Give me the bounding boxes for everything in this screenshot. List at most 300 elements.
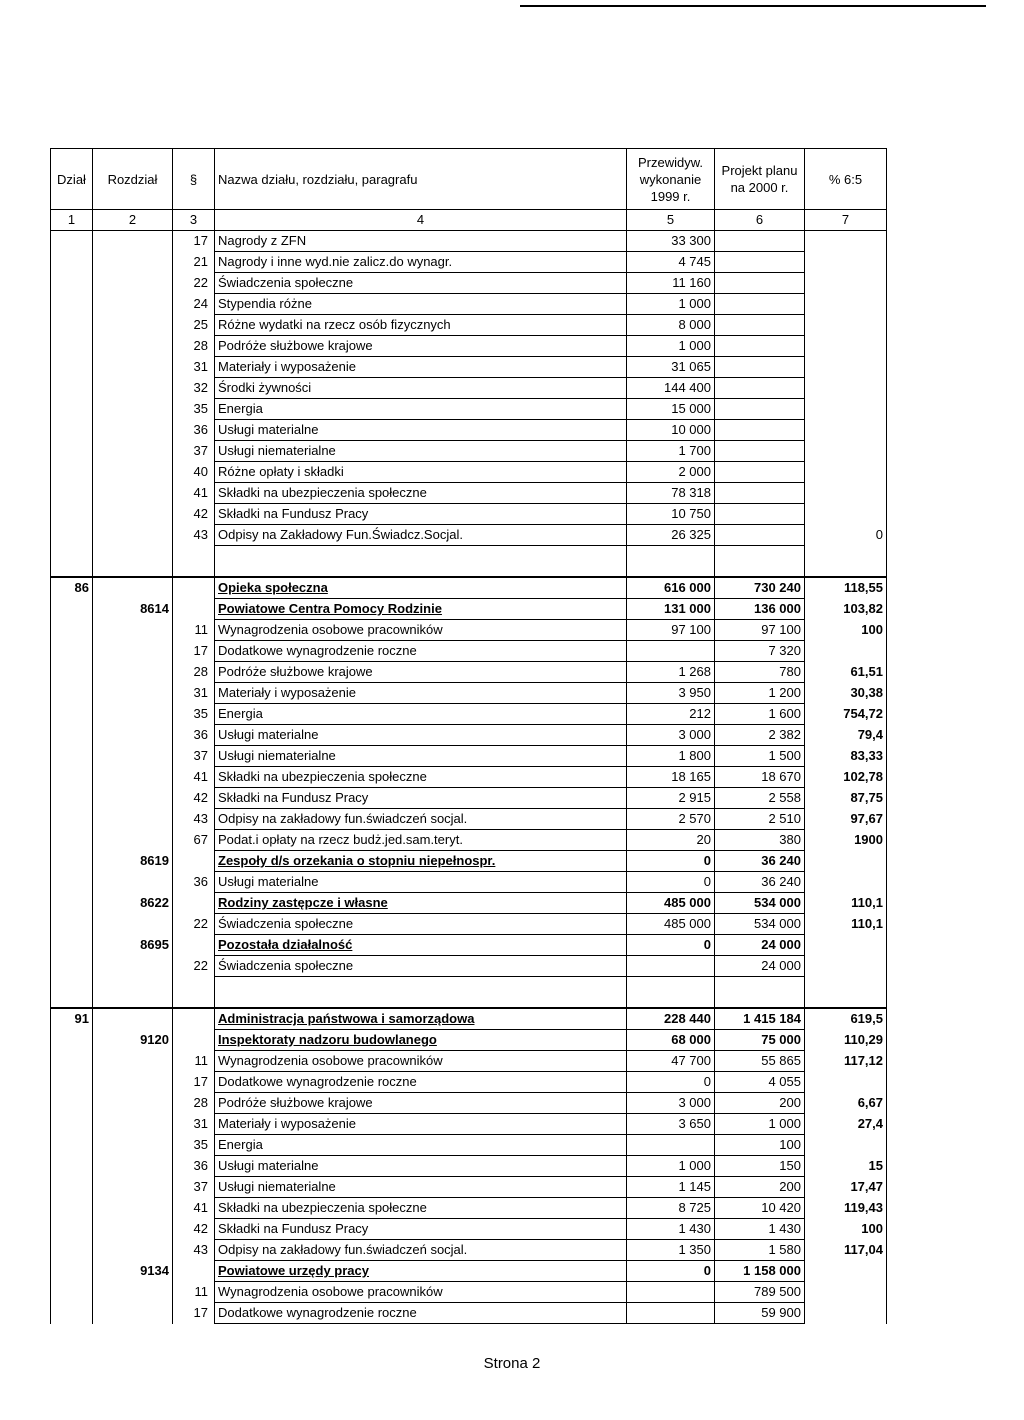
nazwa-cell: Nagrody i inne wyd.nie zalicz.do wynagr.: [215, 252, 627, 273]
paragraf-cell: 32: [173, 378, 215, 399]
przewidyw-cell: [627, 1135, 715, 1156]
rozdzial-cell: [93, 1093, 173, 1114]
table-row: [51, 767, 887, 788]
procent-cell: [805, 1072, 887, 1093]
nazwa-cell: Usługi niematerialne: [215, 746, 627, 767]
projekt-cell: 24 000: [715, 956, 805, 977]
nazwa-cell: Dodatkowe wynagrodzenie roczne: [215, 1072, 627, 1093]
table-row: [51, 788, 887, 809]
procent-cell: 97,67: [805, 809, 887, 830]
table-row: [51, 420, 887, 441]
nazwa-cell: Energia: [215, 704, 627, 725]
procent-cell: [805, 956, 887, 977]
paragraf-cell: 42: [173, 788, 215, 809]
rozdzial-cell: [93, 577, 173, 599]
dzial-cell: [51, 1072, 93, 1093]
paragraf-cell: 42: [173, 504, 215, 525]
procent-cell: [805, 441, 887, 462]
procent-cell: 102,78: [805, 767, 887, 788]
col-number: 6: [715, 210, 805, 231]
rozdzial-row: [51, 1261, 887, 1282]
table-row: [51, 294, 887, 315]
dzial-cell: [51, 1219, 93, 1240]
table-row: [51, 1114, 887, 1135]
nazwa-cell: Materiały i wyposażenie: [215, 1114, 627, 1135]
paragraf-cell: 43: [173, 809, 215, 830]
paragraf-cell: 21: [173, 252, 215, 273]
procent-cell: [805, 483, 887, 504]
nazwa-cell: Administracja państwowa i samorządowa: [215, 1008, 627, 1030]
przewidyw-cell: 485 000: [627, 914, 715, 935]
dzial-cell: [51, 977, 93, 1009]
przewidyw-cell: 47 700: [627, 1051, 715, 1072]
przewidyw-cell: 1 268: [627, 662, 715, 683]
przewidyw-cell: [627, 641, 715, 662]
spacer-row: [51, 977, 887, 1009]
nazwa-cell: Składki na Fundusz Pracy: [215, 504, 627, 525]
procent-cell: [805, 1135, 887, 1156]
table-row: [51, 620, 887, 641]
procent-cell: 83,33: [805, 746, 887, 767]
dzial-cell: 86: [51, 577, 93, 599]
rozdzial-cell: [93, 914, 173, 935]
przewidyw-cell: 1 350: [627, 1240, 715, 1261]
procent-cell: 0: [805, 525, 887, 546]
przewidyw-cell: 3 650: [627, 1114, 715, 1135]
przewidyw-cell: 616 000: [627, 577, 715, 599]
dzial-cell: [51, 1261, 93, 1282]
rozdzial-cell: [93, 1177, 173, 1198]
table-row: [51, 231, 887, 252]
table-row: [51, 725, 887, 746]
paragraf-cell: 40: [173, 462, 215, 483]
rozdzial-cell: [93, 746, 173, 767]
paragraf-cell: 41: [173, 1198, 215, 1219]
przewidyw-cell: 78 318: [627, 483, 715, 504]
projekt-cell: 2 558: [715, 788, 805, 809]
rozdzial-cell: [93, 1008, 173, 1030]
projekt-cell: [715, 504, 805, 525]
nazwa-cell: Materiały i wyposażenie: [215, 357, 627, 378]
projekt-cell: 1 000: [715, 1114, 805, 1135]
nazwa-cell: Energia: [215, 1135, 627, 1156]
paragraf-cell: 35: [173, 399, 215, 420]
dzial-cell: [51, 399, 93, 420]
procent-cell: [805, 977, 887, 1009]
paragraf-cell: 17: [173, 641, 215, 662]
paragraf-cell: 28: [173, 1093, 215, 1114]
paragraf-cell: [173, 893, 215, 914]
nazwa-cell: Podróże służbowe krajowe: [215, 1093, 627, 1114]
table-row: [51, 357, 887, 378]
nazwa-cell: Podróże służbowe krajowe: [215, 336, 627, 357]
projekt-cell: [715, 294, 805, 315]
projekt-cell: [715, 483, 805, 504]
col-number: 7: [805, 210, 887, 231]
projekt-cell: [715, 977, 805, 1009]
projekt-cell: 789 500: [715, 1282, 805, 1303]
przewidyw-cell: 212: [627, 704, 715, 725]
przewidyw-cell: 1 000: [627, 294, 715, 315]
dzial-cell: [51, 746, 93, 767]
table-row: [51, 809, 887, 830]
paragraf-cell: [173, 1261, 215, 1282]
rozdzial-cell: [93, 336, 173, 357]
nazwa-cell: Składki na ubezpieczenia społeczne: [215, 483, 627, 504]
procent-cell: [805, 357, 887, 378]
rozdzial-cell: 8622: [93, 893, 173, 914]
dzial-cell: [51, 1030, 93, 1051]
rozdzial-cell: [93, 483, 173, 504]
projekt-cell: 55 865: [715, 1051, 805, 1072]
projekt-cell: 1 200: [715, 683, 805, 704]
table-row: [51, 704, 887, 725]
przewidyw-cell: 3 000: [627, 1093, 715, 1114]
dzial-cell: [51, 851, 93, 872]
procent-cell: 87,75: [805, 788, 887, 809]
rozdzial-cell: [93, 977, 173, 1009]
przewidyw-cell: 228 440: [627, 1008, 715, 1030]
projekt-cell: 2 510: [715, 809, 805, 830]
dzial-cell: [51, 1051, 93, 1072]
rozdzial-row: [51, 1030, 887, 1051]
nazwa-cell: [215, 546, 627, 578]
paragraf-cell: 36: [173, 725, 215, 746]
procent-cell: [805, 1303, 887, 1324]
procent-cell: [805, 851, 887, 872]
rozdzial-cell: [93, 704, 173, 725]
nazwa-cell: Usługi materialne: [215, 420, 627, 441]
rozdzial-cell: [93, 767, 173, 788]
rozdzial-cell: [93, 252, 173, 273]
przewidyw-cell: 31 065: [627, 357, 715, 378]
paragraf-cell: 25: [173, 315, 215, 336]
przewidyw-cell: [627, 956, 715, 977]
procent-cell: 17,47: [805, 1177, 887, 1198]
nazwa-cell: Pozostała działalność: [215, 935, 627, 956]
projekt-cell: 1 158 000: [715, 1261, 805, 1282]
rozdzial-cell: [93, 1198, 173, 1219]
paragraf-cell: 28: [173, 662, 215, 683]
paragraf-cell: 11: [173, 1051, 215, 1072]
paragraf-cell: 41: [173, 767, 215, 788]
dzial-cell: [51, 462, 93, 483]
paragraf-cell: 41: [173, 483, 215, 504]
paragraf-cell: 17: [173, 1303, 215, 1324]
projekt-cell: 1 580: [715, 1240, 805, 1261]
procent-cell: 1900: [805, 830, 887, 851]
dzial-cell: [51, 231, 93, 252]
nazwa-cell: Składki na Fundusz Pracy: [215, 788, 627, 809]
nazwa-cell: Wynagrodzenia osobowe pracowników: [215, 1051, 627, 1072]
table-row: [51, 252, 887, 273]
table-row: [51, 872, 887, 893]
przewidyw-cell: 11 160: [627, 273, 715, 294]
dzial-cell: [51, 809, 93, 830]
procent-cell: 117,12: [805, 1051, 887, 1072]
rozdzial-cell: [93, 420, 173, 441]
przewidyw-cell: 1 145: [627, 1177, 715, 1198]
przewidyw-cell: [627, 1282, 715, 1303]
paragraf-cell: 67: [173, 830, 215, 851]
rozdzial-cell: [93, 525, 173, 546]
rozdzial-row: [51, 599, 887, 620]
table-row: [51, 683, 887, 704]
header-paragraf: §: [173, 149, 215, 210]
procent-cell: [805, 1282, 887, 1303]
rozdzial-cell: [93, 357, 173, 378]
nazwa-cell: Składki na ubezpieczenia społeczne: [215, 1198, 627, 1219]
dzial-cell: [51, 599, 93, 620]
dzial-cell: [51, 357, 93, 378]
dzial-cell: [51, 1198, 93, 1219]
projekt-cell: 36 240: [715, 851, 805, 872]
przewidyw-cell: 131 000: [627, 599, 715, 620]
budget-table: [50, 148, 887, 1324]
dzial-cell: [51, 914, 93, 935]
procent-cell: [805, 231, 887, 252]
projekt-cell: 36 240: [715, 872, 805, 893]
nazwa-cell: Odpisy na zakładowy fun.świadczeń socjal.: [215, 1240, 627, 1261]
paragraf-cell: 35: [173, 1135, 215, 1156]
nazwa-cell: Dodatkowe wynagrodzenie roczne: [215, 641, 627, 662]
nazwa-cell: Składki na Fundusz Pracy: [215, 1219, 627, 1240]
table-row: [51, 273, 887, 294]
rozdzial-cell: 8614: [93, 599, 173, 620]
paragraf-cell: 42: [173, 1219, 215, 1240]
paragraf-cell: 43: [173, 1240, 215, 1261]
rozdzial-cell: [93, 641, 173, 662]
dzial-cell: [51, 1303, 93, 1324]
table-row: [51, 956, 887, 977]
rozdzial-cell: [93, 1219, 173, 1240]
rozdzial-cell: [93, 662, 173, 683]
paragraf-cell: [173, 977, 215, 1009]
dzial-cell: [51, 525, 93, 546]
table-row: [51, 1282, 887, 1303]
procent-cell: [805, 462, 887, 483]
table-row: [51, 914, 887, 935]
rozdzial-cell: [93, 830, 173, 851]
paragraf-cell: 37: [173, 441, 215, 462]
paragraf-cell: 35: [173, 704, 215, 725]
dzial-cell: [51, 956, 93, 977]
header-dzial: Dział: [51, 149, 93, 210]
projekt-cell: 200: [715, 1177, 805, 1198]
projekt-cell: 10 420: [715, 1198, 805, 1219]
nazwa-cell: Środki żywności: [215, 378, 627, 399]
procent-cell: 30,38: [805, 683, 887, 704]
table-row: [51, 746, 887, 767]
header-projekt: Projekt planu na 2000 r.: [715, 149, 805, 210]
col-number: 4: [215, 210, 627, 231]
rozdzial-cell: 9134: [93, 1261, 173, 1282]
rozdzial-cell: [93, 809, 173, 830]
procent-cell: [805, 336, 887, 357]
procent-cell: [805, 378, 887, 399]
nazwa-cell: Nagrody z ZFN: [215, 231, 627, 252]
nazwa-cell: Usługi materialne: [215, 872, 627, 893]
table-row: [51, 1051, 887, 1072]
dzial-cell: [51, 704, 93, 725]
projekt-cell: 2 382: [715, 725, 805, 746]
dzial-cell: [51, 441, 93, 462]
table-row: [51, 1219, 887, 1240]
procent-cell: [805, 399, 887, 420]
paragraf-cell: 43: [173, 525, 215, 546]
procent-cell: 61,51: [805, 662, 887, 683]
paragraf-cell: 36: [173, 1156, 215, 1177]
paragraf-cell: 31: [173, 1114, 215, 1135]
dzial-cell: [51, 662, 93, 683]
dzial-cell: [51, 725, 93, 746]
table-row: [51, 378, 887, 399]
projekt-cell: 200: [715, 1093, 805, 1114]
header-rozdzial: Rozdział: [93, 149, 173, 210]
table-row: [51, 525, 887, 546]
procent-cell: [805, 546, 887, 578]
procent-cell: 110,29: [805, 1030, 887, 1051]
procent-cell: [805, 935, 887, 956]
table-body: [51, 231, 887, 1324]
dzial-cell: [51, 378, 93, 399]
przewidyw-cell: 10 750: [627, 504, 715, 525]
paragraf-cell: 17: [173, 1072, 215, 1093]
paragraf-cell: 37: [173, 1177, 215, 1198]
projekt-cell: [715, 441, 805, 462]
przewidyw-cell: 4 745: [627, 252, 715, 273]
dzial-cell: [51, 893, 93, 914]
spacer-row: [51, 546, 887, 578]
nazwa-cell: Podat.i opłaty na rzecz budż.jed.sam.teryt.: [215, 830, 627, 851]
przewidyw-cell: 68 000: [627, 1030, 715, 1051]
przewidyw-cell: 0: [627, 935, 715, 956]
nazwa-cell: Odpisy na zakładowy fun.świadczeń socjal.: [215, 809, 627, 830]
paragraf-cell: [173, 1030, 215, 1051]
projekt-cell: 18 670: [715, 767, 805, 788]
nazwa-cell: Stypendia różne: [215, 294, 627, 315]
header-przewidyw: Przewidyw. wykonanie 1999 r.: [627, 149, 715, 210]
rozdzial-row: [51, 893, 887, 914]
projekt-cell: [715, 273, 805, 294]
paragraf-cell: [173, 935, 215, 956]
dzial-cell: [51, 872, 93, 893]
dzial-cell: [51, 935, 93, 956]
dzial-cell: [51, 504, 93, 525]
projekt-cell: 97 100: [715, 620, 805, 641]
rozdzial-row: [51, 851, 887, 872]
table-row: [51, 641, 887, 662]
projekt-cell: 380: [715, 830, 805, 851]
przewidyw-cell: 2 000: [627, 462, 715, 483]
rozdzial-cell: [93, 1072, 173, 1093]
procent-cell: [805, 420, 887, 441]
table-row: [51, 399, 887, 420]
table-row: [51, 1072, 887, 1093]
procent-cell: [805, 252, 887, 273]
projekt-cell: 59 900: [715, 1303, 805, 1324]
table-row: [51, 336, 887, 357]
rozdzial-cell: [93, 294, 173, 315]
rozdzial-cell: [93, 956, 173, 977]
rozdzial-cell: [93, 872, 173, 893]
dzial-cell: [51, 1135, 93, 1156]
rozdzial-cell: [93, 462, 173, 483]
nazwa-cell: Świadczenia społeczne: [215, 914, 627, 935]
przewidyw-cell: 3 000: [627, 725, 715, 746]
table-row: [51, 1093, 887, 1114]
procent-cell: [805, 641, 887, 662]
procent-cell: 103,82: [805, 599, 887, 620]
procent-cell: 100: [805, 1219, 887, 1240]
przewidyw-cell: 2 915: [627, 788, 715, 809]
col-number: 2: [93, 210, 173, 231]
nazwa-cell: Materiały i wyposażenie: [215, 683, 627, 704]
rozdzial-cell: [93, 620, 173, 641]
dzial-row: [51, 577, 887, 599]
projekt-cell: [715, 336, 805, 357]
dzial-cell: [51, 483, 93, 504]
procent-cell: 118,55: [805, 577, 887, 599]
rozdzial-cell: [93, 315, 173, 336]
przewidyw-cell: 0: [627, 851, 715, 872]
projekt-cell: [715, 315, 805, 336]
paragraf-cell: [173, 1008, 215, 1030]
procent-cell: [805, 504, 887, 525]
paragraf-cell: 22: [173, 956, 215, 977]
nazwa-cell: Rodziny zastępcze i własne: [215, 893, 627, 914]
table-row: [51, 1156, 887, 1177]
col-number: 5: [627, 210, 715, 231]
przewidyw-cell: 0: [627, 1261, 715, 1282]
nazwa-cell: Opieka społeczna: [215, 577, 627, 599]
projekt-cell: 780: [715, 662, 805, 683]
rozdzial-cell: [93, 378, 173, 399]
paragraf-cell: 31: [173, 683, 215, 704]
dzial-cell: [51, 1240, 93, 1261]
przewidyw-cell: 485 000: [627, 893, 715, 914]
rozdzial-cell: [93, 231, 173, 252]
header-row: [51, 149, 887, 210]
paragraf-cell: 24: [173, 294, 215, 315]
procent-cell: [805, 273, 887, 294]
przewidyw-cell: 0: [627, 872, 715, 893]
table-row: [51, 830, 887, 851]
nazwa-cell: Wynagrodzenia osobowe pracowników: [215, 620, 627, 641]
przewidyw-cell: 8 725: [627, 1198, 715, 1219]
rozdzial-cell: [93, 1240, 173, 1261]
projekt-cell: 4 055: [715, 1072, 805, 1093]
paragraf-cell: 36: [173, 872, 215, 893]
rozdzial-cell: 8619: [93, 851, 173, 872]
dzial-cell: [51, 620, 93, 641]
procent-cell: 110,1: [805, 893, 887, 914]
nazwa-cell: Składki na ubezpieczenia społeczne: [215, 767, 627, 788]
projekt-cell: 1 430: [715, 1219, 805, 1240]
table-row: [51, 483, 887, 504]
procent-cell: 27,4: [805, 1114, 887, 1135]
rozdzial-cell: [93, 399, 173, 420]
przewidyw-cell: 18 165: [627, 767, 715, 788]
dzial-cell: [51, 273, 93, 294]
procent-cell: 619,5: [805, 1008, 887, 1030]
table-row: [51, 1198, 887, 1219]
projekt-cell: [715, 357, 805, 378]
nazwa-cell: Energia: [215, 399, 627, 420]
projekt-cell: [715, 546, 805, 578]
przewidyw-cell: 1 000: [627, 336, 715, 357]
projekt-cell: [715, 399, 805, 420]
